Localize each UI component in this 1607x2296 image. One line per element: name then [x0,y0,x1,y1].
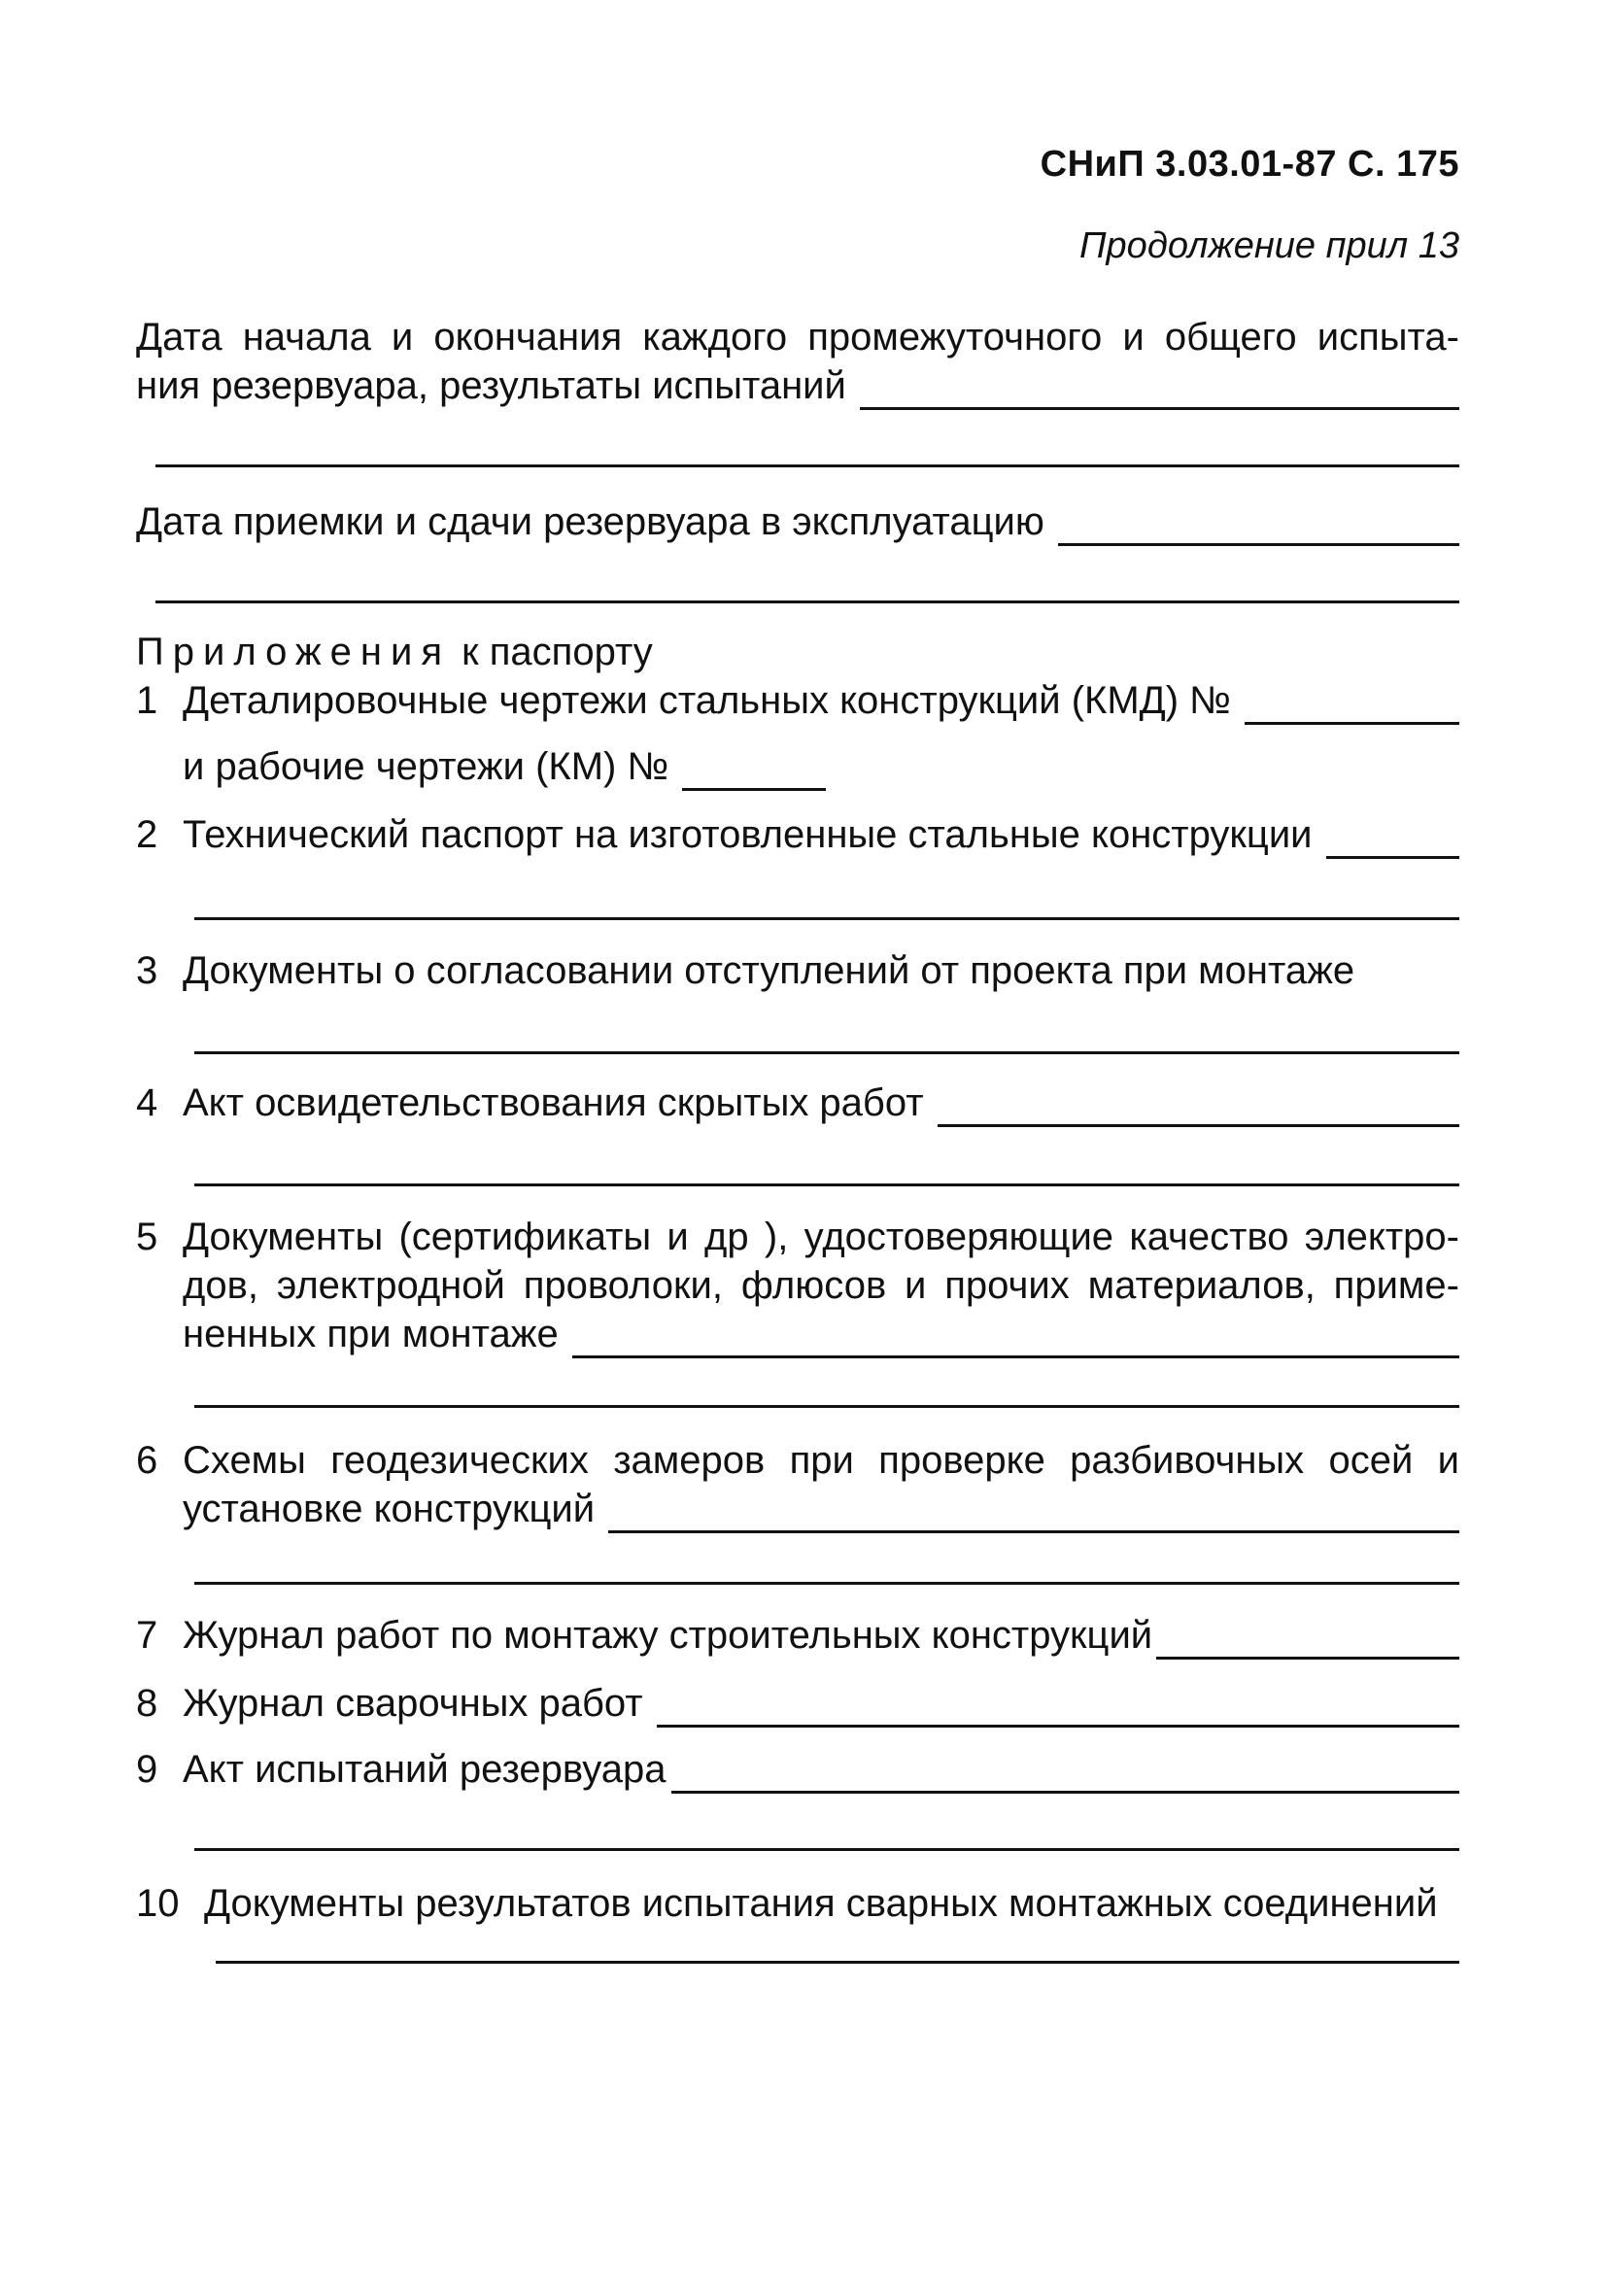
item-5-blank[interactable] [572,1320,1459,1358]
item-number: 2 [136,813,158,856]
appendices-title-spaced: Приложения [136,631,452,673]
item-number: 6 [136,1439,158,1482]
item-text: Акт освидетельствования скрытых работ [183,1081,924,1124]
item-number: 1 [136,679,158,722]
item-number: 7 [136,1614,158,1657]
appendix-item-9 [136,1745,1459,1794]
appendix-item-3 [136,946,1459,995]
item-number: 10 [136,1882,180,1925]
item-number: 8 [136,1682,158,1725]
item-text: Акт испытаний резервуара [183,1748,667,1791]
item-text: Документы результатов испытания сварных монтажных соединений [204,1882,1438,1925]
item-1-km-blank[interactable] [682,753,826,791]
item-text-line1: Схемы геодезических замеров при проверке разбивочных осей и [183,1439,1459,1482]
appendix-item-10 [136,1879,1459,1928]
appendix-item-8 [136,1679,1459,1728]
item-number: 9 [136,1748,158,1791]
item-text: Технический паспорт на изготовленные стальные конструкции [183,813,1313,856]
item-9-extra-line[interactable] [194,1848,1459,1851]
appendix-item-6 [136,1436,1459,1533]
item-10-extra-line[interactable] [216,1961,1459,1964]
acceptance-date-extra-line[interactable] [155,600,1459,603]
page-header-reference: СНиП 3.03.01-87 С. 175 [1040,144,1459,185]
item-4-blank[interactable] [938,1089,1459,1127]
item-text-line3: ненных при монтаже [183,1313,559,1355]
item-2-extra-line[interactable] [194,917,1459,920]
appendices-title [136,628,1459,676]
item-8-blank[interactable] [657,1690,1459,1728]
appendix-item-4 [136,1079,1459,1127]
item-5-extra-line[interactable] [194,1405,1459,1408]
item-9-blank[interactable] [671,1756,1459,1794]
test-dates-label-line1: Дата начала и окончания каждого промежуточного и общего испыта- [136,316,1459,359]
item-6-extra-line[interactable] [194,1582,1459,1585]
item-6-blank[interactable] [608,1495,1459,1533]
continuation-note: Продолжение прил 13 [1079,225,1459,266]
item-text-line1: Документы (сертификаты и др ), удостоверяющие качество электро- [183,1216,1459,1258]
appendix-item-1 [136,676,1459,725]
item-text-continued: и рабочие чертежи (КМ) № [183,745,669,788]
item-text: Документы о согласовании отступлений от проекта при монтаже [183,949,1355,992]
appendix-item-5 [136,1213,1459,1358]
item-7-blank[interactable] [1156,1622,1459,1660]
item-4-extra-line[interactable] [194,1183,1459,1186]
appendices-title-rest: к паспорту [462,631,653,673]
appendix-item-7 [136,1611,1459,1660]
item-text: Журнал сварочных работ [183,1682,643,1725]
item-2-blank[interactable] [1326,821,1459,859]
test-dates-field [136,313,1459,410]
item-text-line2: дов, электродной проволоки, флюсов и прочих материалов, приме- [183,1264,1459,1307]
item-3-extra-line[interactable] [194,1051,1459,1054]
item-text: Деталировочные чертежи стальных конструкций (КМД) № [183,679,1232,722]
appendix-item-1-cont [136,742,1459,791]
test-dates-extra-line[interactable] [155,464,1459,467]
item-number: 4 [136,1081,158,1124]
item-text: Журнал работ по монтажу строительных конструкций [183,1614,1153,1657]
item-number: 5 [136,1216,158,1258]
test-dates-label-line2: ния резервуара, результаты испытаний [136,364,846,407]
acceptance-date-label: Дата приемки и сдачи резервуара в эксплуатацию [136,500,1044,543]
acceptance-date-blank[interactable] [1058,508,1459,546]
item-text-line2: установке конструкций [183,1488,596,1530]
item-number: 3 [136,949,158,992]
item-1-blank[interactable] [1245,687,1459,725]
appendix-item-2 [136,810,1459,859]
acceptance-date-field [136,497,1459,546]
test-dates-blank[interactable] [860,372,1459,410]
